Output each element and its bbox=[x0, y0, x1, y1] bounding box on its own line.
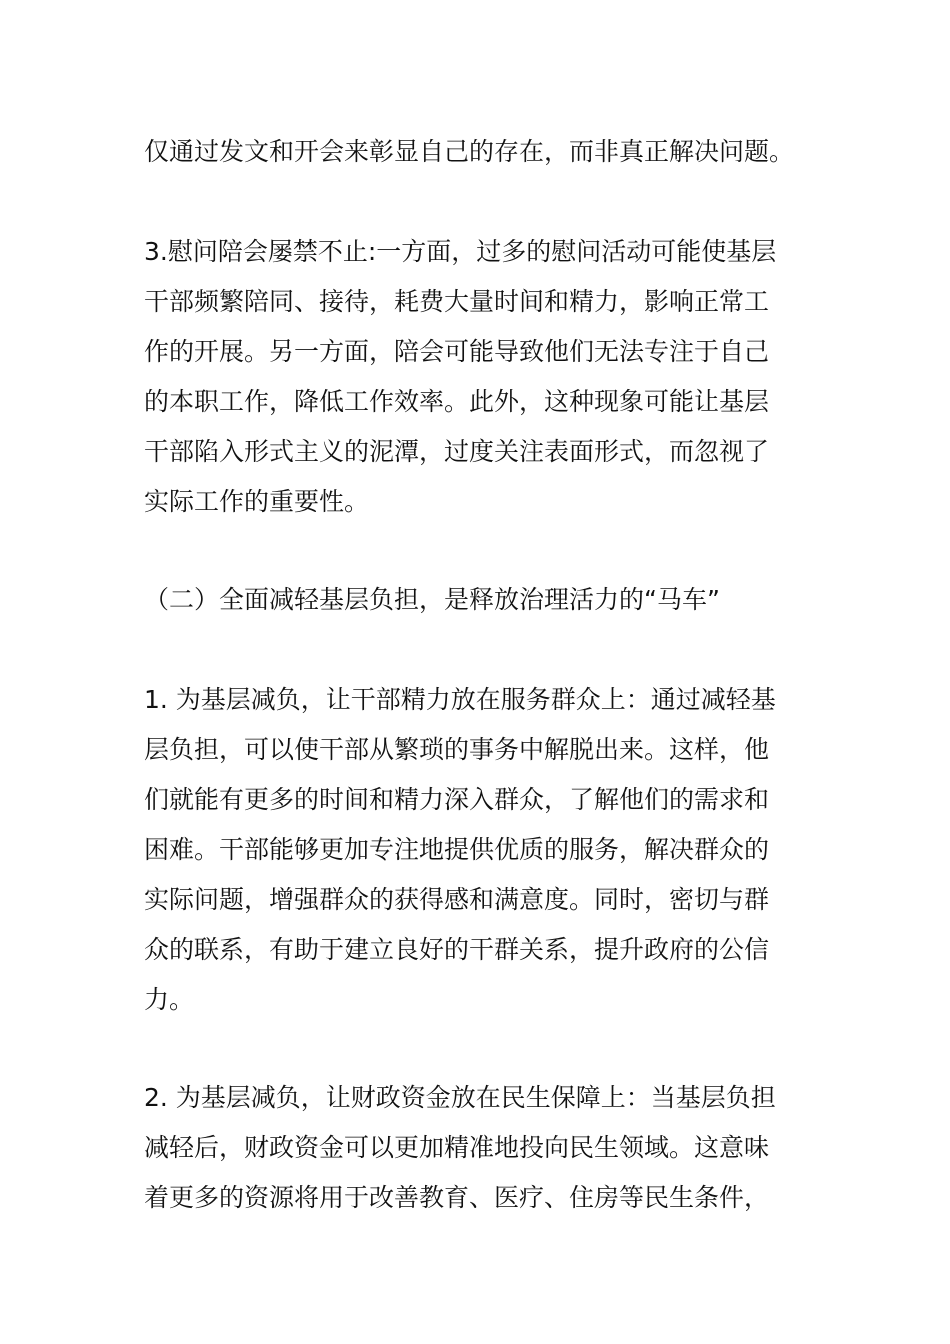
text-line: 作的开展。另一方面，陪会可能导致他们无法专注于自己 bbox=[144, 337, 770, 366]
text-line: 仅通过发文和开会来彰显自己的存在，而非真正解决问题。 bbox=[144, 137, 795, 166]
text-line: 实际工作的重要性。 bbox=[144, 487, 370, 516]
paragraph-continuation bbox=[144, 127, 808, 177]
text-line: 的本职工作，降低工作效率。此外，这种现象可能让基层 bbox=[144, 387, 770, 416]
text-line: 们就能有更多的时间和精力深入群众，了解他们的需求和 bbox=[144, 785, 770, 814]
text-line: 力。 bbox=[144, 985, 195, 1014]
text-line: 干部陷入形式主义的泥潭，过度关注表面形式，而忽视了 bbox=[144, 437, 770, 466]
section-heading bbox=[144, 575, 808, 625]
text-line: 层负担，可以使干部从繁琐的事务中解脱出来。这样，他 bbox=[144, 735, 770, 764]
text-line: 1. 为基层减负，让干部精力放在服务群众上：通过减轻基 bbox=[144, 685, 776, 714]
text-line: （二）全面减轻基层负担，是释放治理活力的“马车” bbox=[144, 585, 720, 614]
text-line: 减轻后，财政资金可以更加精准地投向民生领域。这意味 bbox=[144, 1133, 770, 1162]
text-line: 干部频繁陪同、接待，耗费大量时间和精力，影响正常工 bbox=[144, 287, 770, 316]
text-line: 众的联系，有助于建立良好的干群关系，提升政府的公信 bbox=[144, 935, 770, 964]
text-line: 着更多的资源将用于改善教育、医疗、住房等民生条件， bbox=[144, 1183, 770, 1212]
text-line: 3.慰问陪会屡禁不止:一方面，过多的慰问活动可能使基层 bbox=[144, 237, 777, 266]
paragraph-item-1 bbox=[144, 675, 808, 1025]
paragraph-item-3 bbox=[144, 227, 808, 527]
text-line: 实际问题，增强群众的获得感和满意度。同时，密切与群 bbox=[144, 885, 770, 914]
text-line: 2. 为基层减负，让财政资金放在民生保障上：当基层负担 bbox=[144, 1083, 776, 1112]
text-line: 困难。干部能够更加专注地提供优质的服务，解决群众的 bbox=[144, 835, 770, 864]
paragraph-item-2 bbox=[144, 1073, 808, 1223]
